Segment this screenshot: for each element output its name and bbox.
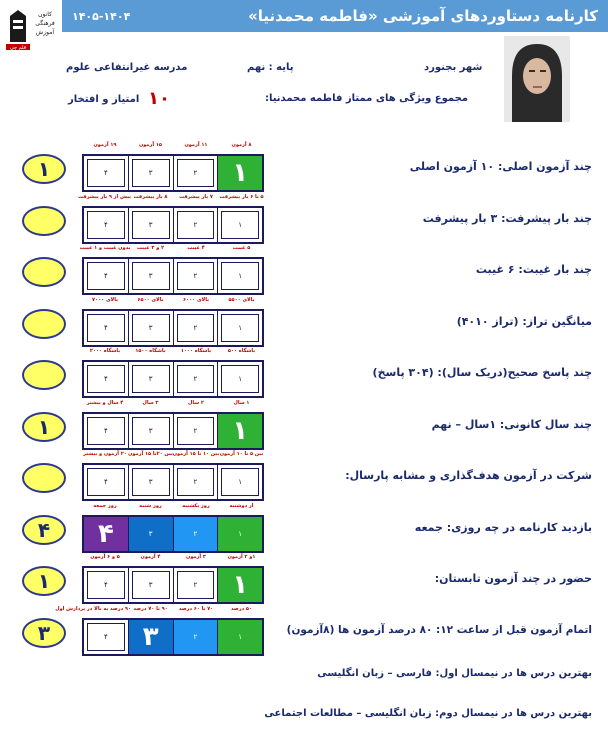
tier-label-top: ۲ و ۳ غیبت: [136, 245, 165, 251]
tier-label-top: ۹۰ تا ۷۰ درصد: [133, 605, 168, 612]
tier-label-top: ۸ آزمون: [231, 142, 252, 148]
tier-box: [129, 208, 174, 242]
tier-box-value: ۱: [218, 620, 262, 654]
tier-box: [218, 465, 262, 499]
question-label: چند پاسخ صحیح(دریک سال): (۳۰۴ پاسخ): [372, 366, 592, 379]
tier-box: [174, 362, 219, 396]
tier-box-value: ۲: [177, 314, 215, 342]
tier-box-value: ۱: [221, 262, 259, 290]
grade-label: پایه : نهم: [247, 62, 294, 73]
tier-box: [174, 156, 219, 190]
tier-box-value: ۱: [221, 314, 259, 342]
tier-box: [129, 620, 174, 654]
tier-label-top: باشگاه ۱۵۰۰: [135, 348, 166, 354]
tier-label-top: ۸ بار پیشرفت: [133, 193, 168, 200]
tier-boxes: [82, 566, 264, 604]
tier-label-top: روز جمعه: [93, 502, 117, 509]
tier-box: [174, 208, 219, 242]
tier-box-value: ۲: [177, 262, 215, 290]
tier-box-value: ۱: [221, 365, 259, 393]
question-label: چند سال کانونی: ۱سال – نهم: [431, 417, 592, 431]
tier-label-top: ۴ غیبت: [187, 245, 205, 251]
tier-label-top: بالای ۶۰۰۰: [182, 296, 210, 303]
tier-label-top: بالای ۶۵۰۰: [137, 296, 164, 303]
tier-box-value: ۳: [132, 468, 170, 496]
tier-box-value: ۱: [218, 568, 262, 602]
tier-box-value: ۳: [132, 314, 170, 342]
score-circle: ۱: [22, 566, 66, 596]
tier-box-value: ۲: [177, 571, 215, 599]
tier-boxes: [82, 618, 264, 656]
school-label: مدرسه غیرانتفاعی علوم: [66, 62, 188, 73]
tier-box: [218, 568, 262, 602]
best-subjects-first-term: بهترین درس ها در نیمسال اول: فارسی – زبان انگلیسی: [317, 668, 592, 679]
tier-label-top: بیش از ۹ بار پیشرفت: [78, 193, 131, 200]
tier-label-top: ۴ آزمون: [140, 554, 161, 560]
tier-box: [218, 156, 262, 190]
best-subjects-second-term: بهترین درس ها در نیمسال دوم: زبان انگلیسی – مطالعات اجتماعی: [264, 708, 592, 719]
tier-box: [129, 568, 174, 602]
tier-boxes: [82, 206, 264, 244]
tier-box: [129, 465, 174, 499]
question-label: شرکت در آزمون هدف‌گذاری و مشابه پارسال:: [345, 469, 592, 482]
tier-box-value: ۳: [129, 620, 173, 654]
tier-box-value: ۲: [177, 417, 215, 445]
svg-text:فرهنگی: فرهنگی: [35, 20, 55, 27]
tier-label-top: ۵ تا ۶ بار پیشرفت: [219, 193, 264, 200]
tier-box: [218, 414, 262, 448]
score-circle: ۴: [22, 515, 66, 545]
question-label: حضور در چند آزمون تابستان:: [434, 572, 592, 585]
score-circle: [22, 206, 66, 236]
tier-boxes: [82, 412, 264, 450]
tier-box-value: ۱: [218, 414, 262, 448]
tier-label-top: ۹۰ درصد به بالا در پردازش اول: [55, 605, 131, 612]
tier-label-top: ۵ غیبت: [232, 245, 251, 251]
tier-box: [129, 156, 174, 190]
city-label: شهر بجنورد: [424, 62, 483, 73]
tier-box: [129, 414, 174, 448]
tier-box: [84, 414, 129, 448]
tier-box-value: ۳: [132, 211, 170, 239]
tier-label-top: بین ۵ تا ۱۰ آزمون: [219, 451, 264, 457]
tier-boxes: [82, 154, 264, 192]
tier-box-value: ۱: [221, 468, 259, 496]
score-circle: [22, 360, 66, 390]
tier-box-value: ۴: [87, 365, 125, 393]
tier-label-top: باشگاه ۱۰۰۰: [180, 348, 212, 354]
tier-box: [129, 311, 174, 345]
tier-box: [84, 311, 129, 345]
tier-box: [84, 568, 129, 602]
student-photo: [504, 36, 570, 122]
tier-label-top: ۴ سال و بیشتر: [86, 399, 124, 406]
tier-box: [84, 362, 129, 396]
tier-label-top: روز یکشنبه: [182, 502, 210, 509]
tier-label-top: ۳ سال: [142, 399, 159, 406]
tier-box: [84, 259, 129, 293]
points-value: ۱۰: [148, 88, 170, 109]
tier-box: [174, 414, 219, 448]
tier-box-value: ۳: [132, 159, 170, 187]
tier-box: [129, 259, 174, 293]
question-label: چند آزمون اصلی: ۱۰ آزمون اصلی: [409, 160, 592, 173]
tier-box: [174, 259, 219, 293]
tier-box-value: ۲: [177, 211, 215, 239]
tier-box: [218, 362, 262, 396]
tier-box: [218, 620, 262, 654]
title-bar: [62, 0, 608, 32]
question-label: چند بار غیبت: ۶ غیبت: [475, 263, 592, 276]
tier-box-value: ۴: [87, 468, 125, 496]
tier-label-top: ۲۰ آزمون و بیشتر: [83, 451, 127, 457]
tier-box: [84, 465, 129, 499]
tier-box: [218, 517, 262, 551]
tier-box: [174, 311, 219, 345]
tier-label-top: ۲ سال: [188, 399, 204, 406]
tier-label-top: ۱ سال: [233, 399, 250, 406]
tier-box-value: ۴: [87, 571, 125, 599]
tier-box: [218, 259, 262, 293]
question-label: بازدید کارنامه در چه روزی: جمعه: [414, 520, 592, 534]
tier-box: [129, 362, 174, 396]
tier-box-value: ۳: [132, 417, 170, 445]
tier-boxes: [82, 257, 264, 295]
tier-box: [84, 208, 129, 242]
tier-box-value: ۳: [129, 517, 173, 551]
tier-box-value: ۴: [84, 517, 128, 551]
tier-box: [84, 517, 129, 551]
tier-label-top: باشگاه ۲۰۰۰: [89, 348, 121, 354]
tier-label-top: ۱و ۲ آزمون: [227, 554, 256, 560]
tier-label-top: ۷۰ تا ۶۰ درصد: [178, 605, 214, 612]
score-circle: ۱: [22, 412, 66, 442]
tier-box: [174, 517, 219, 551]
tier-box-value: ۴: [87, 314, 125, 342]
report-title: کارنامه دستاوردهای آموزشی «فاطمه محمدنیا»: [248, 7, 598, 25]
tier-label-top: بدون غیبت و ۱ غیبت: [79, 245, 131, 251]
tier-label-top: از دوشنبه: [229, 502, 254, 509]
tier-box-value: ۲: [177, 468, 215, 496]
tier-box: [174, 568, 219, 602]
tier-label-top: بالای ۵۵۰۰: [228, 296, 255, 303]
tier-box-value: ۲: [177, 365, 215, 393]
tier-box-value: ۴: [87, 262, 125, 290]
tier-box-value: ۳: [132, 262, 170, 290]
points-label: امتیاز و افتخار: [68, 94, 140, 105]
tier-boxes: [82, 463, 264, 501]
question-label: اتمام آزمون قبل از ساعت ۱۲: ۸۰ درصد آزمون ها (۸آزمون): [286, 623, 592, 636]
score-circle: [22, 309, 66, 339]
tier-boxes: [82, 309, 264, 347]
score-circle: ۳: [22, 618, 66, 648]
tier-label-top: ۳ آزمون: [186, 554, 206, 560]
tier-label-top: ۵۰ درصد: [230, 605, 252, 612]
tier-box: [84, 620, 129, 654]
svg-text:کانون: کانون: [38, 11, 52, 18]
score-circle: [22, 257, 66, 287]
tier-label-top: ۱۹ آزمون: [93, 142, 117, 148]
tier-box-value: ۴: [87, 417, 125, 445]
tier-box-value: ۲: [174, 517, 218, 551]
tier-boxes: [82, 515, 264, 553]
tier-box-value: ۱: [218, 517, 262, 551]
tier-box-value: ۳: [132, 365, 170, 393]
achievement-row: [0, 605, 608, 668]
score-circle: ۱: [22, 154, 66, 184]
tier-label-top: ۵ و ۶ آزمون: [90, 554, 120, 560]
report-year: ۱۴۰۵-۱۴۰۴: [72, 9, 131, 23]
tier-box: [174, 620, 219, 654]
tier-label-top: بین ۱۰ تا ۱۵ آزمون: [172, 451, 220, 457]
tier-box-value: ۴: [87, 211, 125, 239]
tier-label-top: ۱۱ آزمون: [184, 142, 208, 148]
tier-box-value: ۴: [87, 159, 125, 187]
tier-label-top: بین ۲۰تا ۱۵ آزمون: [128, 451, 173, 457]
tier-box-value: ۱: [221, 211, 259, 239]
tier-box-value: ۴: [87, 623, 125, 651]
tier-box: [174, 465, 219, 499]
tier-box: [84, 156, 129, 190]
svg-text:آموزش: آموزش: [35, 29, 55, 36]
tier-box: [218, 311, 262, 345]
score-circle: [22, 463, 66, 493]
question-label: میانگین تراز: (تراز ۴۰۱۰): [456, 314, 592, 328]
tier-box: [218, 208, 262, 242]
tier-label-top: ۷ بار پیشرفت: [179, 193, 213, 200]
tier-label-top: روز شنبه: [139, 502, 162, 509]
tier-box-value: ۱: [218, 156, 262, 190]
tier-label-top: ۱۵ آزمون: [139, 142, 162, 148]
tier-label-top: باشگاه ۵۰۰: [227, 348, 256, 354]
tier-boxes: [82, 360, 264, 398]
tier-box: [129, 517, 174, 551]
tier-box-value: ۳: [132, 571, 170, 599]
kanoon-logo: [4, 2, 60, 54]
summary-label: مجموع ویژگی های ممتاز فاطمه محمدنیا:: [264, 93, 468, 104]
tier-box-value: ۲: [174, 620, 218, 654]
tier-box-value: ۲: [177, 159, 215, 187]
tier-label-top: بالای ۷۰۰۰: [91, 296, 119, 303]
question-label: چند بار پیشرفت: ۳ بار پیشرفت: [422, 211, 592, 225]
svg-text:قلم چی: قلم چی: [9, 45, 27, 51]
